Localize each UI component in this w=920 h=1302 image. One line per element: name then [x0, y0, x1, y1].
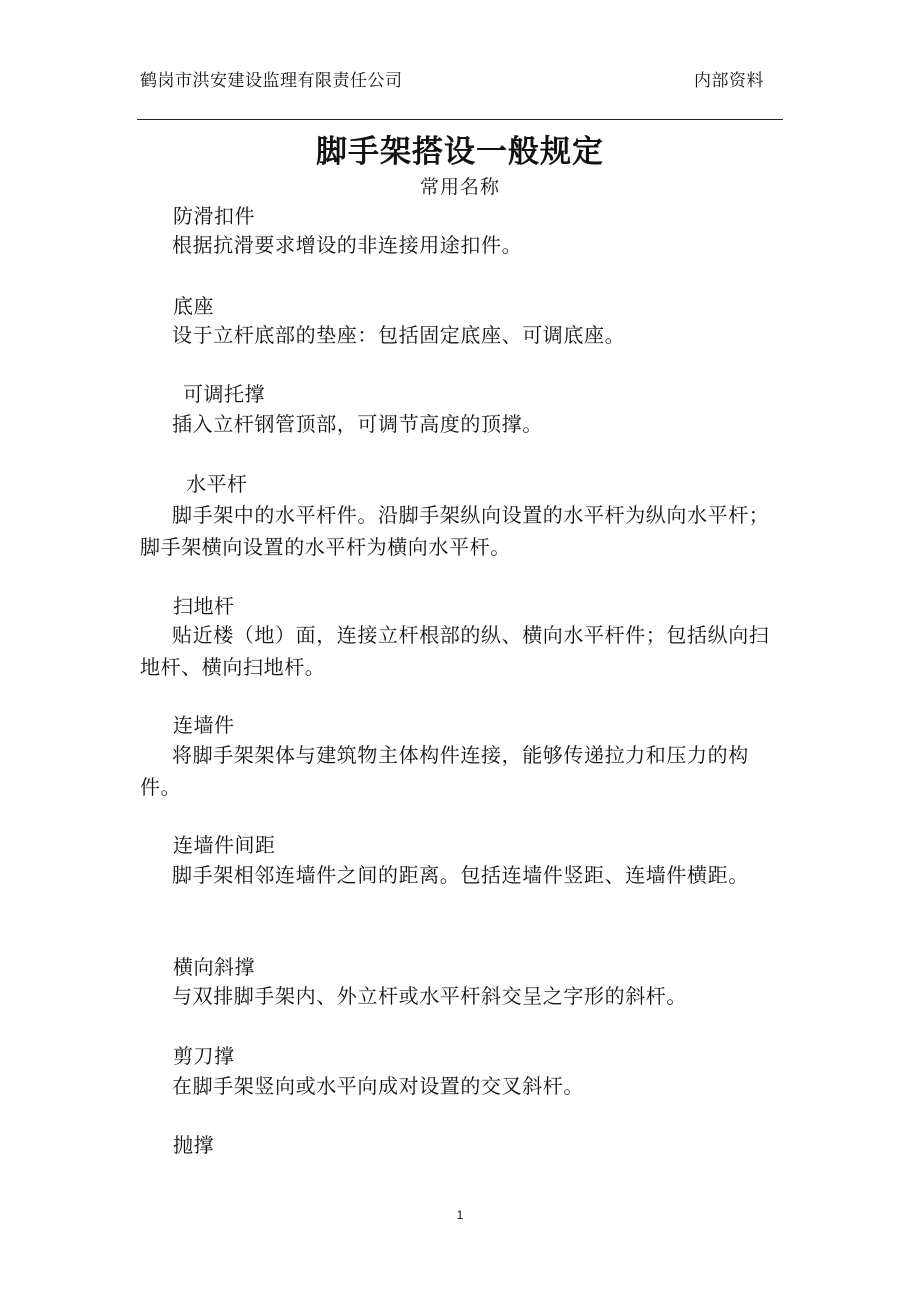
term-definition: 设于立杆底部的垫座：包括固定底座、可调底座。 — [172, 323, 626, 347]
term-label: 连墙件间距 — [173, 833, 276, 857]
page-number: 1 — [456, 1208, 464, 1222]
term-definition: 根据抗滑要求增设的非连接用途扣件。 — [172, 233, 523, 257]
term-definition: 将脚手架架体与建筑物主体构件连接，能够传递拉力和压力的构件。 — [140, 743, 749, 799]
term-definition: 贴近楼（地）面，连接立杆根部的纵、横向水平杆件；包括纵向扫地杆、横向扫地杆。 — [140, 623, 770, 679]
term-label: 抛撑 — [173, 1133, 214, 1157]
term-definition: 在脚手架竖向或水平向成对设置的交叉斜杆。 — [172, 1074, 584, 1098]
header-divider — [137, 119, 783, 120]
company-name: 鹤岗市洪安建设监理有限责任公司 — [140, 71, 403, 91]
term-label: 剪刀撑 — [173, 1044, 235, 1068]
term-label: 横向斜撑 — [173, 955, 255, 979]
term-label: 水平杆 — [186, 472, 248, 496]
section-subtitle: 常用名称 — [419, 176, 500, 198]
term-label: 连墙件 — [173, 713, 235, 737]
page-title: 脚手架搭设一般规定 — [316, 134, 604, 170]
term-definition: 插入立杆钢管顶部，可调节高度的顶撑。 — [172, 412, 543, 436]
term-label: 可调托撑 — [183, 382, 265, 406]
document-classification: 内部资料 — [694, 71, 764, 91]
term-definition: 脚手架相邻连墙件之间的距离。包括连墙件竖距、连墙件横距。 — [172, 863, 749, 887]
term-definition: 与双排脚手架内、外立杆或水平杆斜交呈之字形的斜杆。 — [172, 984, 687, 1008]
term-label: 底座 — [173, 294, 214, 318]
term-label: 扫地杆 — [173, 594, 235, 618]
term-definition: 脚手架中的水平杆件。沿脚手架纵向设置的水平杆为纵向水平杆；脚手架横向设置的水平杆为横向水平杆。 — [140, 503, 770, 559]
term-label: 防滑扣件 — [173, 204, 255, 228]
